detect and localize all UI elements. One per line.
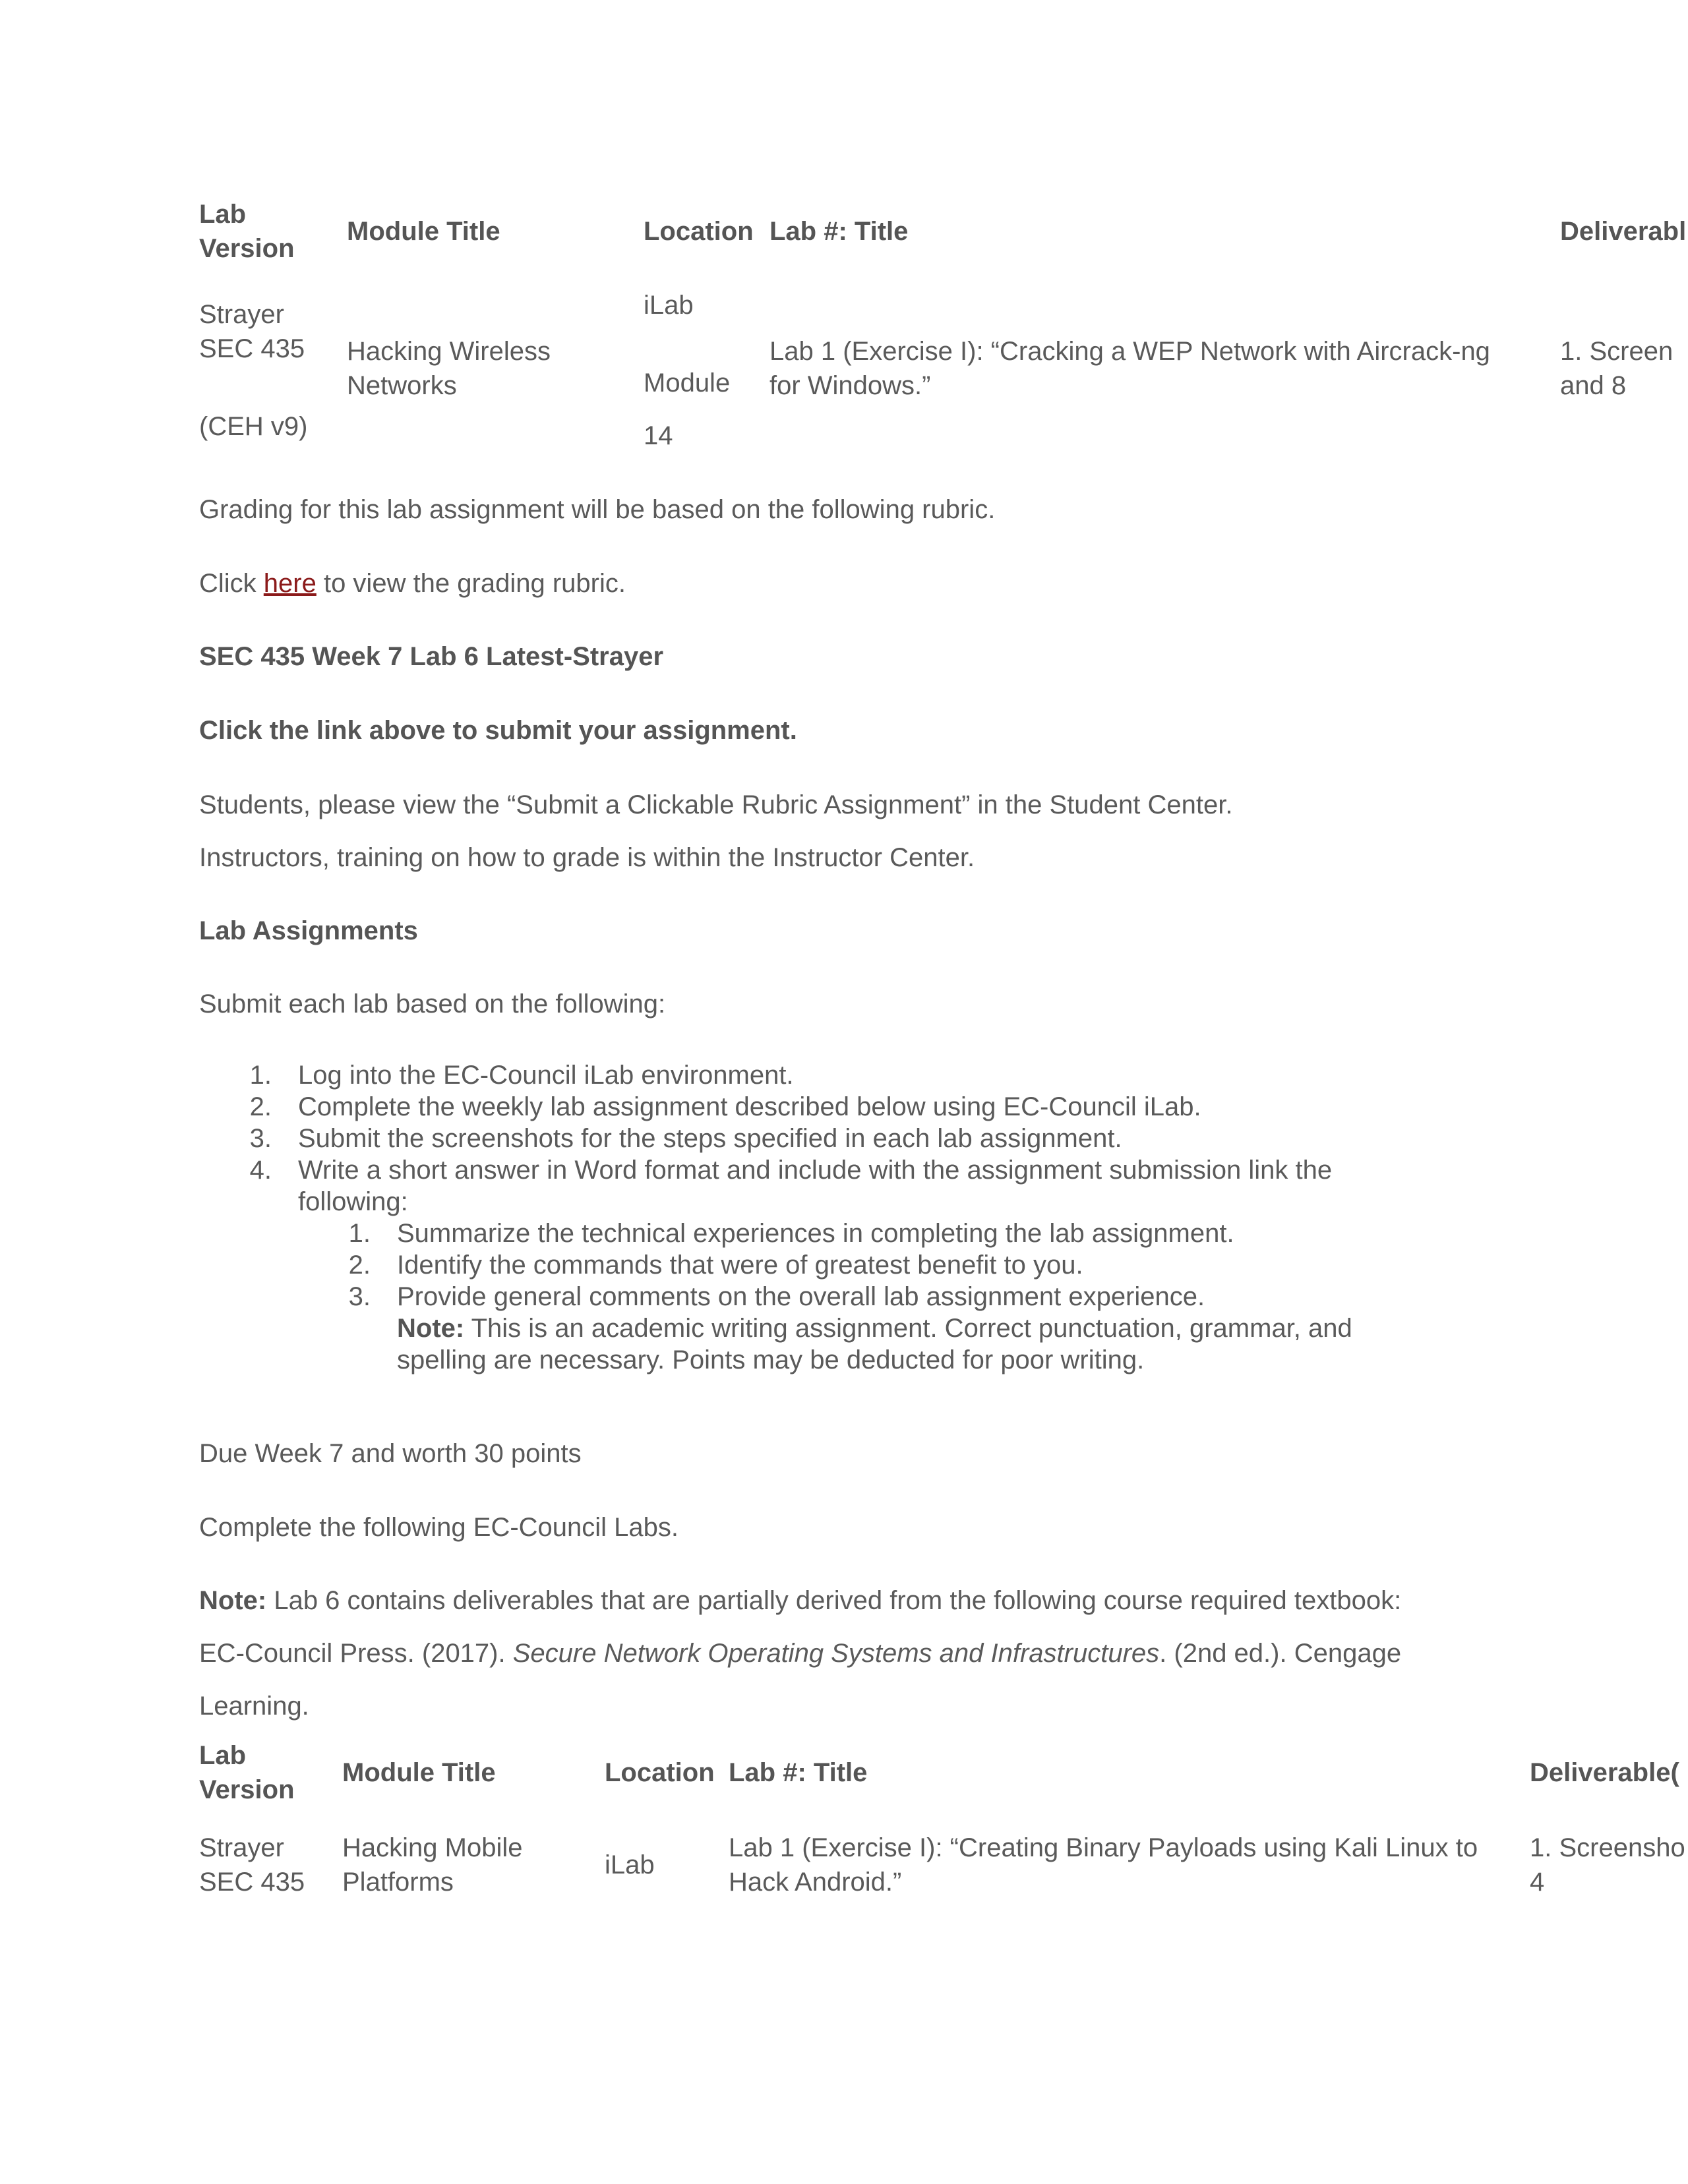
complete-text: Complete the following EC-Council Labs. [199, 1513, 679, 1542]
cell-deliverables-line1: 1. Screensho [1530, 1833, 1685, 1862]
rubric-line [199, 567, 626, 600]
cell-location-line1: iLab [644, 291, 694, 320]
cell-deliverables-line2: and 8 [1560, 371, 1627, 400]
students-text: Students, please view the “Submit a Clickable Rubric Assignment” in the Student Center. [199, 790, 1233, 819]
header-lab-version-line2: Version [199, 234, 295, 263]
header-lab-title: Lab #: Title [769, 217, 909, 246]
cell-module-line1: Hacking Wireless [347, 337, 551, 366]
substep-number: 2. [348, 1251, 371, 1280]
grading-text: Grading for this lab assignment will be based on the following rubric. [199, 495, 996, 524]
step-number: 4. [249, 1156, 272, 1185]
substep-number: 3. [348, 1282, 371, 1311]
citation-continued: Learning. [199, 1692, 309, 1721]
header-deliverables: Deliverable( [1530, 1758, 1679, 1787]
citation [199, 1637, 1401, 1670]
cell-deliverables-line2: 4 [1530, 1868, 1545, 1897]
cell-lab-title-line2: for Windows.” [769, 371, 931, 400]
textbook-note-text: Lab 6 contains deliverables that are partially derived from the following course required textbook: [266, 1586, 1402, 1615]
cell-version-line2: SEC 435 [199, 1868, 305, 1897]
rubric-link[interactable]: here [263, 569, 316, 598]
substep-text: Summarize the technical experiences in completing the lab assignment. [397, 1219, 1234, 1248]
header-module-title: Module Title [342, 1758, 496, 1787]
lab-assignments-heading: Lab Assignments [199, 916, 418, 945]
step-number: 1. [249, 1061, 272, 1090]
step-text: Write a short answer in Word format and include with the assignment submission link the [298, 1156, 1333, 1185]
header-lab-version-line1: Lab [199, 1741, 247, 1770]
textbook-note-label: Note: [199, 1586, 267, 1615]
assignment-title: SEC 435 Week 7 Lab 6 Latest-Strayer [199, 642, 664, 671]
cell-lab-title-line1: Lab 1 (Exercise I): “Creating Binary Payloads using Kali Linux to [729, 1833, 1478, 1862]
writing-note-continued: spelling are necessary. Points may be deducted for poor writing. [397, 1345, 1145, 1374]
instructors-text: Instructors, training on how to grade is within the Instructor Center. [199, 843, 975, 872]
cell-version-line1: Strayer [199, 1833, 284, 1862]
cell-location: iLab [605, 1850, 655, 1879]
cell-module-line1: Hacking Mobile [342, 1833, 523, 1862]
substep-text: Identify the commands that were of greatest benefit to you. [397, 1251, 1083, 1280]
step-number: 3. [249, 1124, 272, 1153]
cell-lab-title-line2: Hack Android.” [729, 1868, 902, 1897]
substep-text: Provide general comments on the overall lab assignment experience. [397, 1282, 1205, 1311]
cell-version-line2: SEC 435 [199, 334, 305, 363]
header-lab-title: Lab #: Title [729, 1758, 868, 1787]
step-text: Submit the screenshots for the steps specified in each lab assignment. [298, 1124, 1122, 1153]
citation-author: EC-Council Press. (2017). [199, 1639, 513, 1668]
cell-module-line2: Platforms [342, 1868, 454, 1897]
writing-note [397, 1312, 1352, 1345]
cell-location-line3: 14 [644, 421, 673, 450]
citation-edition: . (2nd ed.). Cengage [1159, 1639, 1402, 1668]
cell-module-line2: Networks [347, 371, 457, 400]
cell-deliverables-line1: 1. Screen [1560, 337, 1673, 366]
step-number: 2. [249, 1092, 272, 1121]
cell-version-line3: (CEH v9) [199, 412, 308, 441]
step-text-continued: following: [298, 1187, 408, 1216]
cell-location-line2: Module [644, 369, 731, 398]
cell-lab-title-line1: Lab 1 (Exercise I): “Cracking a WEP Network with Aircrack-ng [769, 337, 1490, 366]
textbook-note [199, 1584, 1401, 1617]
rubric-suffix: to view the grading rubric. [316, 569, 626, 598]
header-lab-version-line1: Lab [199, 200, 247, 229]
header-deliverables: Deliverabl [1560, 217, 1687, 246]
step-text: Complete the weekly lab assignment described below using EC-Council iLab. [298, 1092, 1201, 1121]
header-location: Location [605, 1758, 715, 1787]
substep-number: 1. [348, 1219, 371, 1248]
writing-note-text: This is an academic writing assignment. Correct punctuation, grammar, and [464, 1314, 1352, 1343]
cell-version-line1: Strayer [199, 300, 284, 329]
writing-note-label: Note: [397, 1314, 465, 1343]
due-text: Due Week 7 and worth 30 points [199, 1439, 582, 1468]
citation-title: Secure Network Operating Systems and Infrastructures [512, 1639, 1160, 1668]
rubric-prefix: Click [199, 569, 264, 598]
header-location: Location [644, 217, 754, 246]
header-lab-version-line2: Version [199, 1775, 295, 1804]
header-module-title: Module Title [347, 217, 500, 246]
step-text: Log into the EC-Council iLab environment. [298, 1061, 794, 1090]
submit-each-text: Submit each lab based on the following: [199, 989, 666, 1018]
submit-instruction: Click the link above to submit your assignment. [199, 716, 797, 745]
